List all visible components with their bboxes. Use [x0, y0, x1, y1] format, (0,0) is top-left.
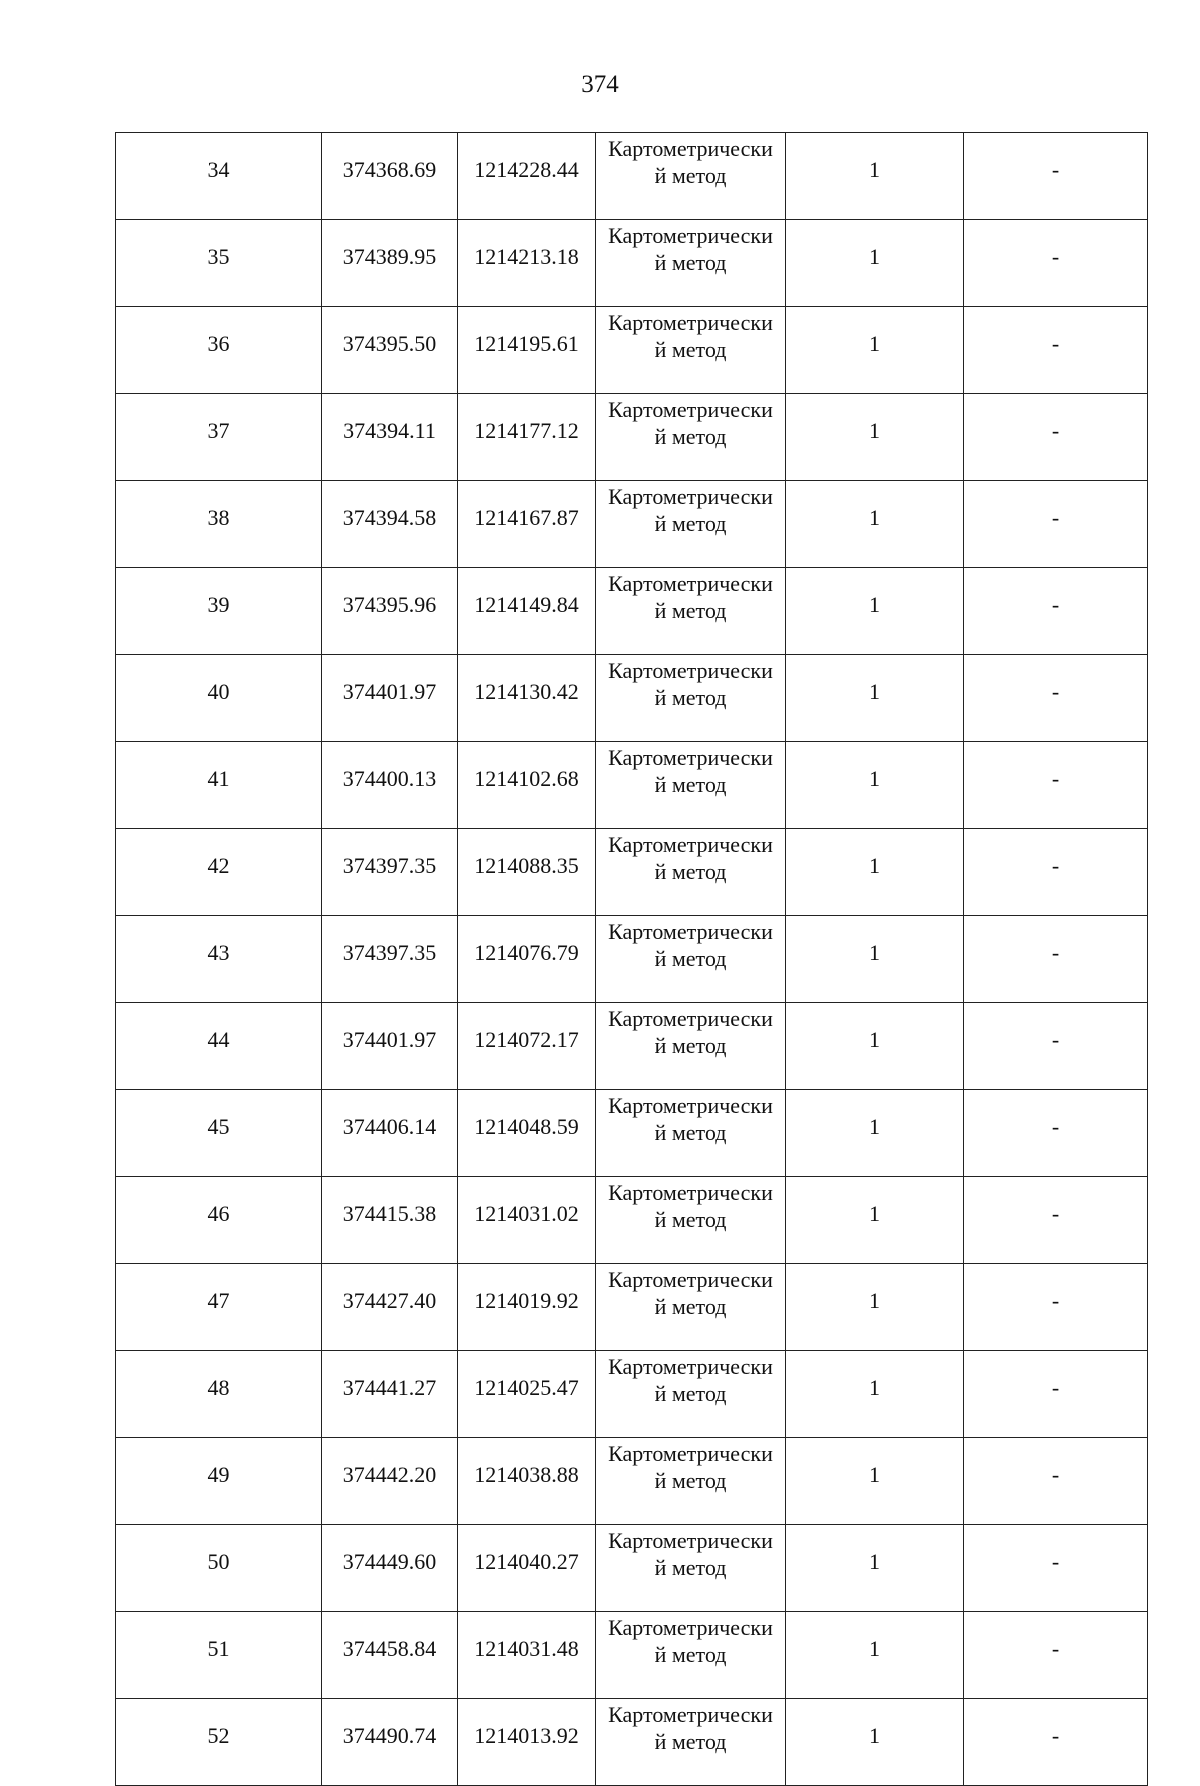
x-coordinate-cell: 374389.95 [322, 220, 458, 307]
y-coordinate-cell: 1214076.79 [458, 916, 596, 1003]
method-cell [596, 220, 786, 307]
point-number-cell: 47 [116, 1264, 322, 1351]
x-coordinate-cell: 374395.96 [322, 568, 458, 655]
method-cell [596, 1177, 786, 1264]
y-coordinate-cell: 1214038.88 [458, 1438, 596, 1525]
x-coordinate-cell: 374449.60 [322, 1525, 458, 1612]
method-cell [596, 1351, 786, 1438]
y-coordinate-cell: 1214149.84 [458, 568, 596, 655]
table-row [116, 1525, 1148, 1612]
method-cell [596, 1090, 786, 1177]
precision-cell: 1 [786, 829, 964, 916]
method-line-2: й метод [654, 1294, 727, 1319]
y-coordinate-cell: 1214019.92 [458, 1264, 596, 1351]
method-line-1: Картометрически [608, 1354, 773, 1379]
method-line-1: Картометрически [608, 310, 773, 335]
method-line-2: й метод [654, 1207, 727, 1232]
note-cell: - [964, 1003, 1148, 1090]
method-line-1: Картометрически [608, 571, 773, 596]
x-coordinate-cell: 374394.11 [322, 394, 458, 481]
y-coordinate-cell: 1214072.17 [458, 1003, 596, 1090]
method-line-1: Картометрически [608, 1702, 773, 1727]
table-row [116, 481, 1148, 568]
method-cell [596, 655, 786, 742]
note-cell: - [964, 568, 1148, 655]
point-number-cell: 43 [116, 916, 322, 1003]
x-coordinate-cell: 374368.69 [322, 133, 458, 220]
note-cell: - [964, 1612, 1148, 1699]
table-row [116, 220, 1148, 307]
y-coordinate-cell: 1214025.47 [458, 1351, 596, 1438]
method-line-2: й метод [654, 859, 727, 884]
note-cell: - [964, 916, 1148, 1003]
page-number: 374 [581, 71, 619, 98]
x-coordinate-cell: 374395.50 [322, 307, 458, 394]
y-coordinate-cell: 1214228.44 [458, 133, 596, 220]
x-coordinate-cell: 374406.14 [322, 1090, 458, 1177]
note-cell: - [964, 133, 1148, 220]
table-row [116, 1699, 1148, 1786]
x-coordinate-cell: 374400.13 [322, 742, 458, 829]
method-line-2: й метод [654, 337, 727, 362]
precision-cell: 1 [786, 1699, 964, 1786]
note-cell: - [964, 481, 1148, 568]
method-line-2: й метод [654, 1555, 727, 1580]
table-row [116, 1612, 1148, 1699]
coordinates-table [115, 132, 1148, 1786]
x-coordinate-cell: 374490.74 [322, 1699, 458, 1786]
method-line-2: й метод [654, 424, 727, 449]
y-coordinate-cell: 1214167.87 [458, 481, 596, 568]
method-cell [596, 829, 786, 916]
note-cell: - [964, 1438, 1148, 1525]
method-line-1: Картометрически [608, 1267, 773, 1292]
y-coordinate-cell: 1214048.59 [458, 1090, 596, 1177]
x-coordinate-cell: 374397.35 [322, 916, 458, 1003]
method-line-1: Картометрически [608, 832, 773, 857]
precision-cell: 1 [786, 133, 964, 220]
note-cell: - [964, 220, 1148, 307]
method-cell [596, 742, 786, 829]
method-cell [596, 1699, 786, 1786]
y-coordinate-cell: 1214040.27 [458, 1525, 596, 1612]
table-row [116, 916, 1148, 1003]
precision-cell: 1 [786, 394, 964, 481]
method-line-1: Картометрически [608, 1528, 773, 1553]
method-line-1: Картометрически [608, 1093, 773, 1118]
method-line-2: й метод [654, 772, 727, 797]
note-cell: - [964, 1090, 1148, 1177]
point-number-cell: 35 [116, 220, 322, 307]
point-number-cell: 41 [116, 742, 322, 829]
table-row [116, 1351, 1148, 1438]
method-line-2: й метод [654, 598, 727, 623]
table-row [116, 1003, 1148, 1090]
table-row [116, 829, 1148, 916]
table-row [116, 394, 1148, 481]
method-line-2: й метод [654, 685, 727, 710]
method-line-2: й метод [654, 511, 727, 536]
y-coordinate-cell: 1214195.61 [458, 307, 596, 394]
method-line-2: й метод [654, 946, 727, 971]
table-row [116, 1438, 1148, 1525]
method-cell [596, 916, 786, 1003]
table-row [116, 1264, 1148, 1351]
y-coordinate-cell: 1214102.68 [458, 742, 596, 829]
method-cell [596, 1438, 786, 1525]
table-row [116, 1090, 1148, 1177]
precision-cell: 1 [786, 568, 964, 655]
table-row [116, 742, 1148, 829]
y-coordinate-cell: 1214213.18 [458, 220, 596, 307]
note-cell: - [964, 829, 1148, 916]
note-cell: - [964, 1699, 1148, 1786]
method-line-1: Картометрически [608, 484, 773, 509]
method-line-2: й метод [654, 1468, 727, 1493]
method-line-1: Картометрически [608, 1006, 773, 1031]
method-line-2: й метод [654, 1033, 727, 1058]
y-coordinate-cell: 1214130.42 [458, 655, 596, 742]
method-cell [596, 1525, 786, 1612]
table-row [116, 1177, 1148, 1264]
x-coordinate-cell: 374442.20 [322, 1438, 458, 1525]
precision-cell: 1 [786, 742, 964, 829]
y-coordinate-cell: 1214031.48 [458, 1612, 596, 1699]
x-coordinate-cell: 374427.40 [322, 1264, 458, 1351]
method-cell [596, 307, 786, 394]
point-number-cell: 52 [116, 1699, 322, 1786]
method-line-2: й метод [654, 1381, 727, 1406]
note-cell: - [964, 1525, 1148, 1612]
precision-cell: 1 [786, 1612, 964, 1699]
y-coordinate-cell: 1214177.12 [458, 394, 596, 481]
precision-cell: 1 [786, 655, 964, 742]
coordinates-table-body [116, 133, 1148, 1786]
y-coordinate-cell: 1214088.35 [458, 829, 596, 916]
method-line-2: й метод [654, 1120, 727, 1145]
precision-cell: 1 [786, 1003, 964, 1090]
point-number-cell: 46 [116, 1177, 322, 1264]
method-line-1: Картометрически [608, 397, 773, 422]
y-coordinate-cell: 1214013.92 [458, 1699, 596, 1786]
point-number-cell: 42 [116, 829, 322, 916]
point-number-cell: 37 [116, 394, 322, 481]
method-line-2: й метод [654, 1729, 727, 1754]
point-number-cell: 45 [116, 1090, 322, 1177]
x-coordinate-cell: 374401.97 [322, 655, 458, 742]
point-number-cell: 38 [116, 481, 322, 568]
method-cell [596, 1612, 786, 1699]
precision-cell: 1 [786, 220, 964, 307]
note-cell: - [964, 1264, 1148, 1351]
note-cell: - [964, 394, 1148, 481]
point-number-cell: 39 [116, 568, 322, 655]
method-cell [596, 394, 786, 481]
precision-cell: 1 [786, 1351, 964, 1438]
table-row [116, 133, 1148, 220]
method-cell [596, 568, 786, 655]
precision-cell: 1 [786, 1177, 964, 1264]
point-number-cell: 50 [116, 1525, 322, 1612]
method-line-1: Картометрически [608, 223, 773, 248]
method-line-2: й метод [654, 163, 727, 188]
note-cell: - [964, 655, 1148, 742]
method-cell [596, 481, 786, 568]
x-coordinate-cell: 374458.84 [322, 1612, 458, 1699]
note-cell: - [964, 1351, 1148, 1438]
point-number-cell: 48 [116, 1351, 322, 1438]
precision-cell: 1 [786, 481, 964, 568]
method-line-2: й метод [654, 250, 727, 275]
note-cell: - [964, 742, 1148, 829]
method-line-1: Картометрически [608, 919, 773, 944]
table-row [116, 655, 1148, 742]
precision-cell: 1 [786, 307, 964, 394]
precision-cell: 1 [786, 1090, 964, 1177]
method-cell [596, 133, 786, 220]
point-number-cell: 49 [116, 1438, 322, 1525]
precision-cell: 1 [786, 916, 964, 1003]
precision-cell: 1 [786, 1525, 964, 1612]
method-line-1: Картометрически [608, 658, 773, 683]
x-coordinate-cell: 374394.58 [322, 481, 458, 568]
precision-cell: 1 [786, 1438, 964, 1525]
x-coordinate-cell: 374397.35 [322, 829, 458, 916]
point-number-cell: 51 [116, 1612, 322, 1699]
point-number-cell: 44 [116, 1003, 322, 1090]
point-number-cell: 36 [116, 307, 322, 394]
method-line-1: Картометрически [608, 1180, 773, 1205]
table-row [116, 307, 1148, 394]
method-line-2: й метод [654, 1642, 727, 1667]
method-line-1: Картометрически [608, 745, 773, 770]
y-coordinate-cell: 1214031.02 [458, 1177, 596, 1264]
x-coordinate-cell: 374401.97 [322, 1003, 458, 1090]
point-number-cell: 40 [116, 655, 322, 742]
x-coordinate-cell: 374415.38 [322, 1177, 458, 1264]
method-line-1: Картометрически [608, 136, 773, 161]
note-cell: - [964, 1177, 1148, 1264]
point-number-cell: 34 [116, 133, 322, 220]
precision-cell: 1 [786, 1264, 964, 1351]
note-cell: - [964, 307, 1148, 394]
method-line-1: Картометрически [608, 1441, 773, 1466]
method-cell [596, 1264, 786, 1351]
method-line-1: Картометрически [608, 1615, 773, 1640]
x-coordinate-cell: 374441.27 [322, 1351, 458, 1438]
table-row [116, 568, 1148, 655]
method-cell [596, 1003, 786, 1090]
